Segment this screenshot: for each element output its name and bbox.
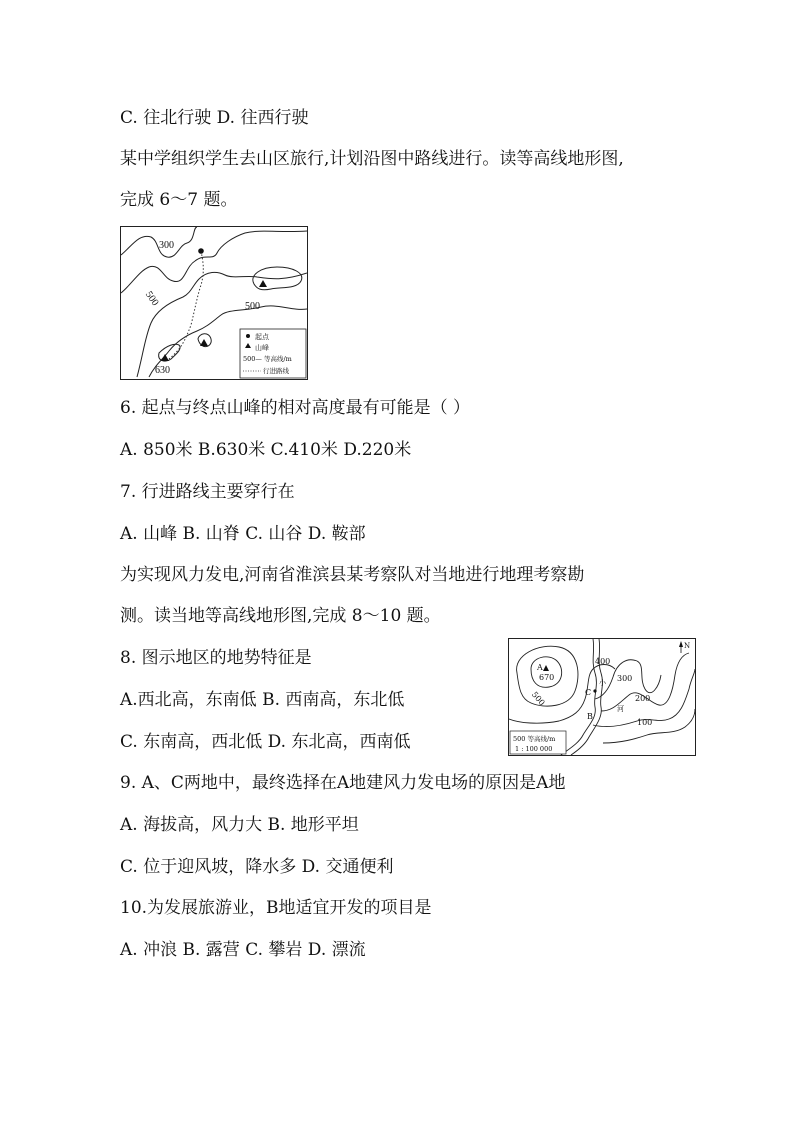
point-c-marker (593, 689, 596, 692)
intro-text-8-10-line1: 为实现风力发电,河南省淮滨县某考察队对当地进行地理考察勘 (120, 565, 585, 585)
map2-legend-scale: 1 : 100 000 (515, 745, 553, 753)
map2-legend (510, 731, 566, 754)
question-8-options-ab: A.西北高，东南低 B. 西南高，东北低 (120, 690, 405, 710)
contour-label-630: 630 (155, 365, 170, 376)
peak-marker-2 (200, 339, 208, 346)
question-9-options-ab: A. 海拔高，风力大 B. 地形平坦 (120, 815, 359, 835)
point-b-label: B (587, 712, 593, 721)
intro-text-6-7-line2: 完成 6～7 题。 (120, 190, 238, 210)
contour-label-500-left: 500 (142, 289, 161, 309)
contour-label-300: 300 (159, 240, 174, 251)
contour-map-windfarm (508, 638, 696, 756)
question-6-options: A. 850米 B.630米 C.410米 D.220米 (120, 440, 412, 460)
question-9: 9. A、C两地中，最终选择在A地建风力发电场的原因是A地 (120, 773, 566, 793)
legend-contour: 500— 等高线/m (243, 355, 292, 363)
north-arrow (679, 641, 690, 653)
river-label-2: 河 (617, 705, 624, 713)
legend-start: 起点 (255, 333, 269, 341)
question-8-options-cd: C. 东南高，西北低 D. 东北高，西南低 (120, 732, 411, 752)
legend-peak: 山峰 (255, 344, 269, 352)
north-label: N (684, 642, 691, 650)
question-8: 8. 图示地区的地势特征是 (120, 648, 312, 668)
contour-label-500-right: 500 (245, 301, 260, 312)
map2-contour-100: 100 (637, 718, 653, 727)
peak-a-height: 670 (539, 673, 555, 682)
point-a-label: A (537, 663, 543, 672)
q5-options-cd: C. 往北行驶 D. 往西行驶 (120, 108, 309, 128)
peak-a-marker (543, 665, 549, 671)
question-7-options: A. 山峰 B. 山脊 C. 山谷 D. 鞍部 (120, 524, 366, 544)
question-10-options: A. 冲浪 B. 露营 C. 攀岩 D. 漂流 (120, 940, 366, 960)
map1-legend (240, 329, 306, 378)
question-7: 7. 行进路线主要穿行在 (120, 482, 295, 502)
intro-text-8-10-line2: 测。读当地等高线地形图,完成 8～10 题。 (120, 606, 441, 626)
start-point-marker (198, 248, 204, 254)
intro-text-6-7-line1: 某中学组织学生去山区旅行,计划沿图中路线进行。读等高线地形图, (120, 149, 624, 169)
legend-route: 行进路线 (263, 367, 289, 375)
question-6: 6. 起点与终点山峰的相对高度最有可能是（ ） (120, 398, 471, 418)
river-label-1: 小 (599, 679, 606, 687)
point-c-label: C (585, 688, 592, 697)
question-9-options-cd: C. 位于迎风坡，降水多 D. 交通便利 (120, 857, 394, 877)
question-10: 10.为发展旅游业，B地适宜开发的项目是 (120, 898, 432, 918)
map2-contour-300: 300 (617, 674, 633, 683)
peak-marker-1 (259, 280, 267, 287)
map2-contour-200: 200 (635, 694, 651, 703)
map2-contour-400: 400 (595, 657, 611, 666)
map2-contour-500: 500 (529, 690, 547, 708)
contour-map-route (120, 226, 308, 380)
peak-marker-3 (161, 354, 169, 361)
map2-legend-contour: 500 等高线/m (513, 735, 556, 743)
